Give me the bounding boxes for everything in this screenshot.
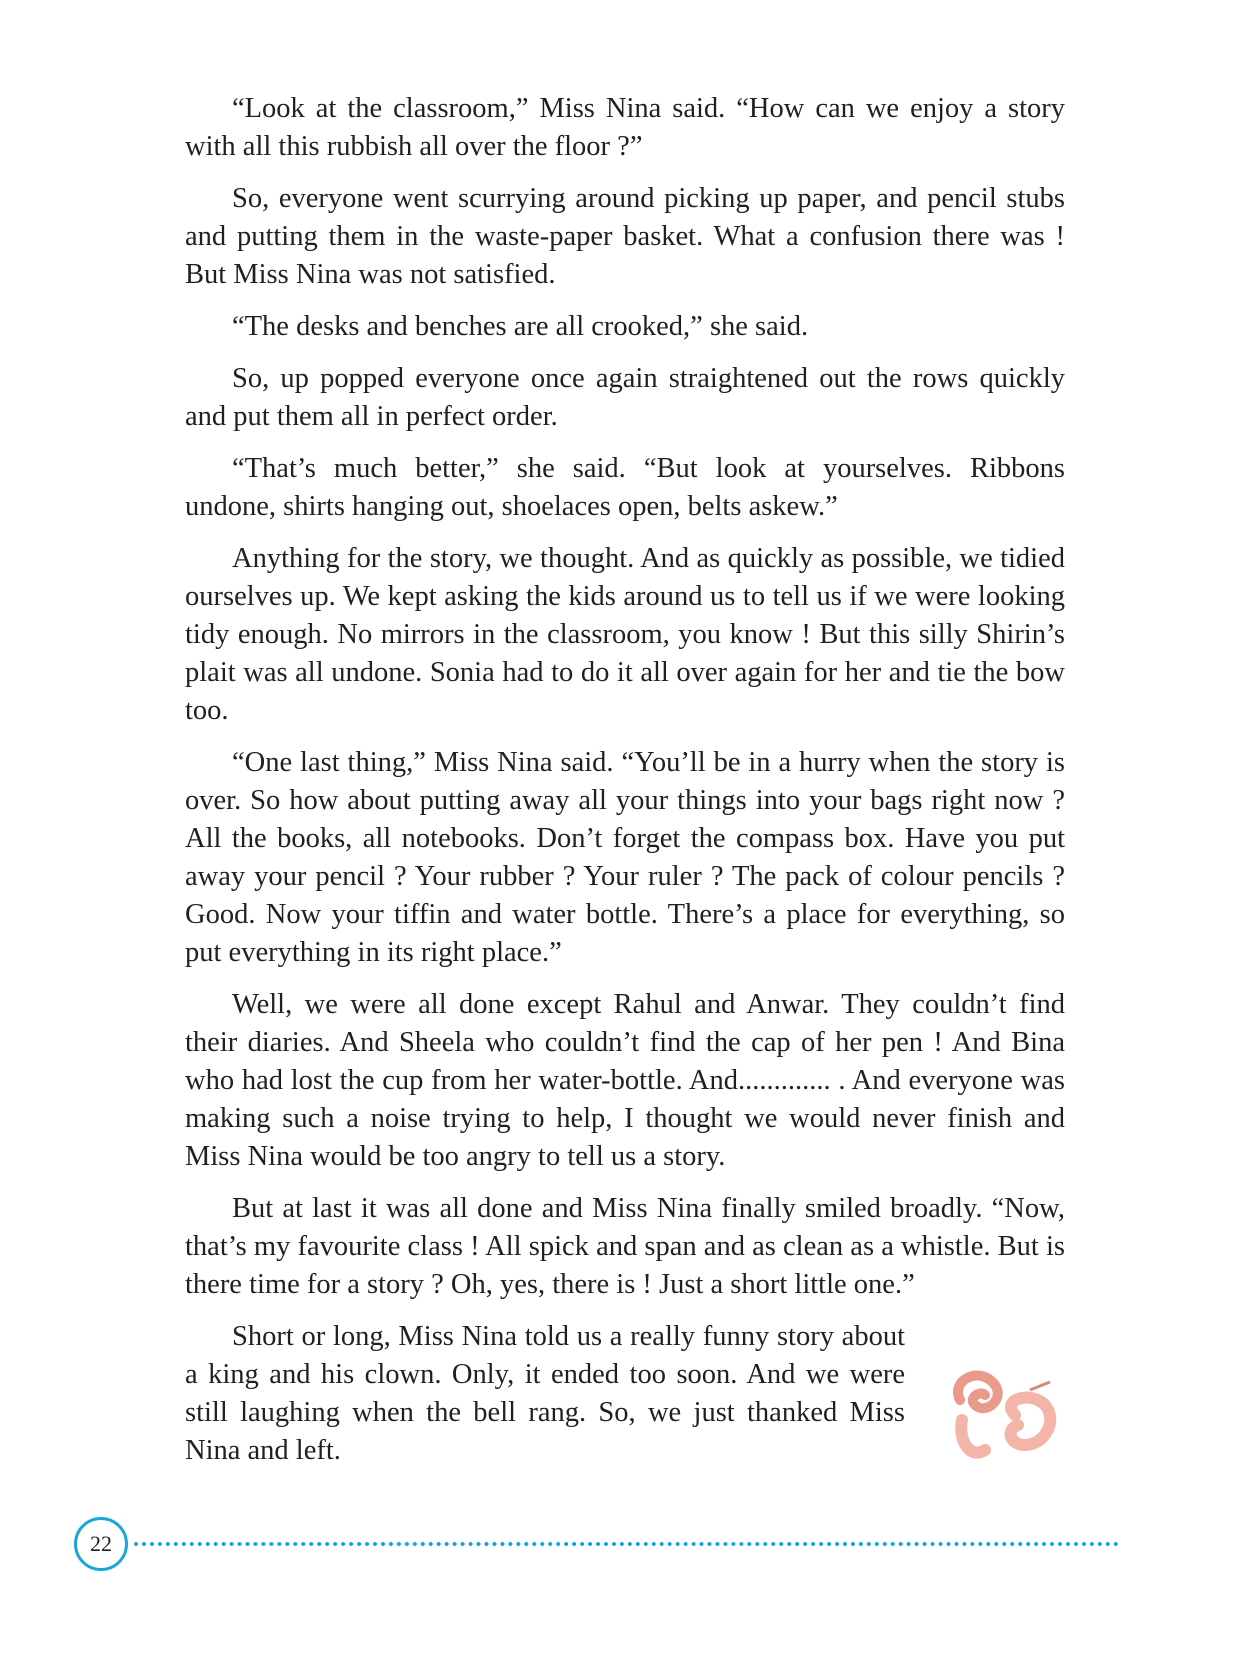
- dotted-divider: [134, 1542, 1119, 1546]
- story-text: [185, 90, 1065, 1484]
- paragraph: So, up popped everyone once again straightened out the rows quickly and put them all in perfect order.: [185, 363, 1065, 432]
- paragraph: “The desks and benches are all crooked,” she said.: [232, 311, 809, 342]
- paragraph: But at last it was all done and Miss Nina finally smiled broadly. “Now, that’s my favourite class ! All spick and span and as clean as a whistle. But is there time for a story ? Oh, yes, there is ! Just a short little one.”: [185, 1193, 1065, 1300]
- paragraph: So, everyone went scurrying around picking up paper, and pencil stubs and putting them in the waste-paper basket. What a confusion there was ! But Miss Nina was not satisfied.: [185, 183, 1065, 290]
- pencil-shavings-icon: [940, 1360, 1070, 1470]
- paragraph: “One last thing,” Miss Nina said. “You’ll be in a hurry when the story is over. So how about putting away all your things into your bags right now ? All the books, all notebooks. Don’t forget the compass box. Have you put away your pencil ? Your rubber ? Your ruler ? The pack of colour pencils ? Good. Now your tiffin and water bottle. There’s a place for everything, so put everything in its right place.”: [185, 747, 1065, 968]
- paragraph: Anything for the story, we thought. And as quickly as possible, we tidied ourselves up. We kept asking the kids around us to tell us if we were looking tidy enough. No mirrors in the classroom, you know ! But this silly Shirin’s plait was all undone. Sonia had to do it all over again for her and tie the bow too.: [185, 543, 1065, 726]
- paragraph: “Look at the classroom,” Miss Nina said. “How can we enjoy a story with all this rubbish all over the floor ?”: [185, 93, 1065, 162]
- paragraph: Well, we were all done except Rahul and Anwar. They couldn’t find their diaries. And Sheela who couldn’t find the cap of her pen ! And Bina who had lost the cup from her water-bottle. And............. . And everyone was making such a noise trying to help, I thought we would never finish and Miss Nina would be too angry to tell us a story.: [185, 989, 1065, 1172]
- page-footer: [74, 1517, 1124, 1573]
- paragraph: Short or long, Miss Nina told us a really funny story about a king and his clown. Only, it ended too soon. And we were still laughing when the bell rang. So, we just thanked Miss Nina and left.: [185, 1321, 905, 1466]
- page-number: 22: [74, 1517, 128, 1571]
- paragraph: “That’s much better,” she said. “But look at yourselves. Ribbons undone, shirts hanging out, shoelaces open, belts askew.”: [185, 453, 1065, 522]
